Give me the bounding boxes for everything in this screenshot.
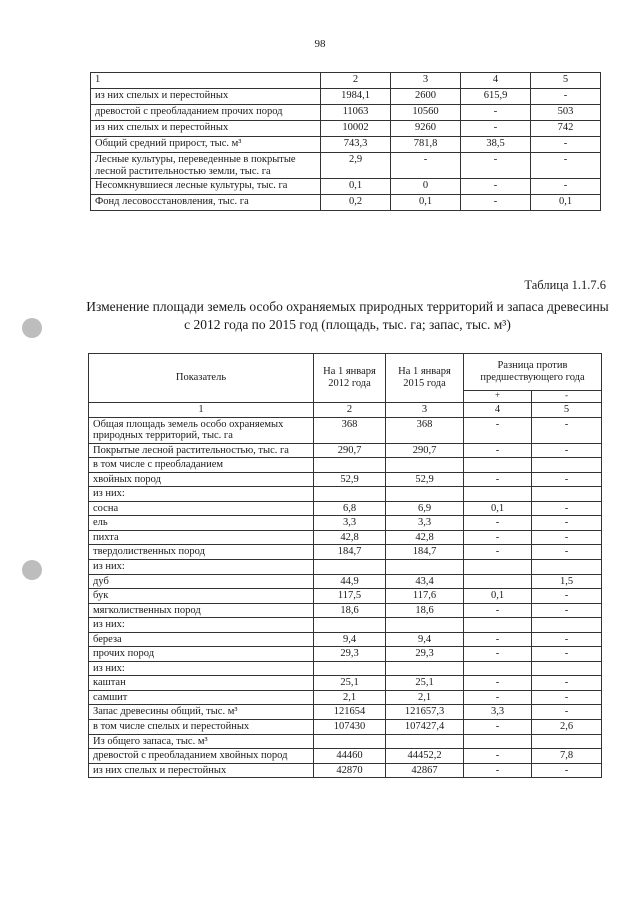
cell-value: - <box>461 195 531 211</box>
table-row <box>89 661 602 676</box>
cell-value: 2600 <box>391 89 461 105</box>
cell-value: 117,5 <box>314 589 386 604</box>
table-row <box>89 516 602 531</box>
row-label: Из общего запаса, тыс. м³ <box>89 734 314 749</box>
row-label: Фонд лесовосстановления, тыс. га <box>91 195 321 211</box>
cell-value <box>314 618 386 633</box>
cell-value: 615,9 <box>461 89 531 105</box>
cell-value: 9,4 <box>386 632 464 647</box>
row-label: самшит <box>89 690 314 705</box>
table-row <box>89 603 602 618</box>
table-row <box>89 458 602 473</box>
cell-value: 742 <box>531 121 601 137</box>
column-number: 5 <box>532 403 602 418</box>
cell-value <box>464 458 532 473</box>
cell-value: 2 <box>321 73 391 89</box>
cell-value: - <box>532 763 602 778</box>
table-row <box>89 647 602 662</box>
cell-value: - <box>464 720 532 735</box>
column-number: 1 <box>89 403 314 418</box>
cell-value <box>532 661 602 676</box>
cell-value <box>532 734 602 749</box>
cell-value: - <box>464 516 532 531</box>
cell-value: 1,5 <box>532 574 602 589</box>
cell-value: - <box>464 749 532 764</box>
cell-value: 3 <box>391 73 461 89</box>
cell-value <box>314 734 386 749</box>
cell-value: 2,6 <box>532 720 602 735</box>
cell-value: 11063 <box>321 105 391 121</box>
cell-value: - <box>531 179 601 195</box>
cell-value: - <box>391 153 461 179</box>
cell-value: - <box>464 603 532 618</box>
row-label: мягколиственных пород <box>89 603 314 618</box>
cell-value: 9260 <box>391 121 461 137</box>
cell-value: 2,1 <box>314 690 386 705</box>
cell-value <box>532 560 602 575</box>
cell-value <box>314 487 386 502</box>
cell-value: - <box>461 121 531 137</box>
header-indicator: Показатель <box>89 354 314 403</box>
cell-value: - <box>464 763 532 778</box>
table-row <box>91 73 601 89</box>
cell-value <box>464 574 532 589</box>
cell-value: - <box>464 632 532 647</box>
cell-value: - <box>532 632 602 647</box>
row-label: из них спелых и перестойных <box>91 121 321 137</box>
header-jan-2012: На 1 января 2012 года <box>314 354 386 403</box>
cell-value: 0,1 <box>464 589 532 604</box>
cell-value: 368 <box>314 417 386 443</box>
cell-value: 184,7 <box>314 545 386 560</box>
table-row <box>89 560 602 575</box>
cell-value: 503 <box>531 105 601 121</box>
cell-value: 18,6 <box>386 603 464 618</box>
cell-value: - <box>464 690 532 705</box>
cell-value: 0,1 <box>464 501 532 516</box>
table-row <box>91 89 601 105</box>
cell-value: 42867 <box>386 763 464 778</box>
table-row <box>89 574 602 589</box>
cell-value: 7,8 <box>532 749 602 764</box>
cell-value <box>464 661 532 676</box>
binder-hole-top <box>22 318 42 338</box>
cell-value: 1984,1 <box>321 89 391 105</box>
cell-value: 5 <box>531 73 601 89</box>
cell-value: 44,9 <box>314 574 386 589</box>
cell-value: 2,1 <box>386 690 464 705</box>
table-row <box>89 472 602 487</box>
table-row <box>89 443 602 458</box>
cell-value: 781,8 <box>391 137 461 153</box>
cell-value: - <box>532 676 602 691</box>
row-label: твердолиственных пород <box>89 545 314 560</box>
cell-value: 3,3 <box>314 516 386 531</box>
table-row <box>91 105 601 121</box>
cell-value: - <box>532 417 602 443</box>
cell-value <box>532 487 602 502</box>
cell-value: - <box>464 472 532 487</box>
cell-value: 18,6 <box>314 603 386 618</box>
header-minus: - <box>532 391 602 403</box>
cell-value: - <box>532 603 602 618</box>
table-row <box>89 632 602 647</box>
cell-value: - <box>464 443 532 458</box>
cell-value: - <box>532 501 602 516</box>
table-row <box>89 690 602 705</box>
cell-value: 10002 <box>321 121 391 137</box>
cell-value: 107427,4 <box>386 720 464 735</box>
row-label: береза <box>89 632 314 647</box>
column-number: 2 <box>314 403 386 418</box>
cell-value: 29,3 <box>314 647 386 662</box>
row-label: Несомкнувшиеся лесные культуры, тыс. га <box>91 179 321 195</box>
cell-value: 52,9 <box>386 472 464 487</box>
table-row <box>89 589 602 604</box>
cell-value: 52,9 <box>314 472 386 487</box>
cell-value: - <box>532 530 602 545</box>
cell-value: 43,4 <box>386 574 464 589</box>
cell-value <box>386 458 464 473</box>
row-label: из них спелых и перестойных <box>89 763 314 778</box>
cell-value <box>386 560 464 575</box>
table-row <box>89 530 602 545</box>
cell-value <box>386 661 464 676</box>
cell-value <box>464 560 532 575</box>
cell-value: 44460 <box>314 749 386 764</box>
cell-value: - <box>532 545 602 560</box>
cell-value: 743,3 <box>321 137 391 153</box>
row-label: бук <box>89 589 314 604</box>
binder-hole-bottom <box>22 560 42 580</box>
row-label: дуб <box>89 574 314 589</box>
cell-value: 6,9 <box>386 501 464 516</box>
cell-value: 2,9 <box>321 153 391 179</box>
row-label: ель <box>89 516 314 531</box>
row-label: прочих пород <box>89 647 314 662</box>
row-label: из них: <box>89 618 314 633</box>
cell-value <box>314 458 386 473</box>
cell-value: 121654 <box>314 705 386 720</box>
cell-value: 25,1 <box>386 676 464 691</box>
column-number: 3 <box>386 403 464 418</box>
cell-value: - <box>531 89 601 105</box>
cell-value: 184,7 <box>386 545 464 560</box>
cell-value: - <box>532 516 602 531</box>
cell-value: 3,3 <box>464 705 532 720</box>
cell-value: 3,3 <box>386 516 464 531</box>
cell-value: - <box>461 179 531 195</box>
cell-value: 25,1 <box>314 676 386 691</box>
table-row <box>89 763 602 778</box>
cell-value <box>314 661 386 676</box>
cell-value: 42,8 <box>386 530 464 545</box>
cell-value <box>386 618 464 633</box>
cell-value: 0,1 <box>391 195 461 211</box>
header-plus: + <box>464 391 532 403</box>
cell-value: - <box>464 676 532 691</box>
row-label: из них: <box>89 487 314 502</box>
cell-value: 107430 <box>314 720 386 735</box>
table-row <box>91 179 601 195</box>
cell-value: - <box>464 530 532 545</box>
protected-areas-table <box>88 353 602 778</box>
row-label: каштан <box>89 676 314 691</box>
cell-value: - <box>464 647 532 662</box>
cell-value <box>464 618 532 633</box>
row-label: Запас древесины общий, тыс. м³ <box>89 705 314 720</box>
cell-value: - <box>532 589 602 604</box>
row-label: из них: <box>89 661 314 676</box>
cell-value: - <box>532 443 602 458</box>
row-label: пихта <box>89 530 314 545</box>
cell-value <box>314 560 386 575</box>
row-label: хвойных пород <box>89 472 314 487</box>
table-row <box>89 501 602 516</box>
table-title: Изменение площади земель особо охраняемых природных территорий и запаса древесины с 2012 года по 2015 год (площадь, тыс. га; запас, тыс. м³) <box>86 299 609 333</box>
cell-value: 6,8 <box>314 501 386 516</box>
row-label: из них: <box>89 560 314 575</box>
cell-value <box>532 618 602 633</box>
cell-value: 0 <box>391 179 461 195</box>
cell-value: 121657,3 <box>386 705 464 720</box>
cell-value: - <box>532 647 602 662</box>
cell-value: - <box>531 153 601 179</box>
column-number: 4 <box>464 403 532 418</box>
row-label: в том числе с преобладанием <box>89 458 314 473</box>
table-row <box>91 137 601 153</box>
cell-value: 10560 <box>391 105 461 121</box>
cell-value: 42,8 <box>314 530 386 545</box>
cell-value <box>464 487 532 502</box>
cell-value: - <box>531 137 601 153</box>
row-label: в том числе спелых и перестойных <box>89 720 314 735</box>
page-number: 98 <box>314 38 326 50</box>
cell-value: - <box>461 153 531 179</box>
row-label: 1 <box>91 73 321 89</box>
table-row <box>91 153 601 179</box>
cell-value: 0,2 <box>321 195 391 211</box>
cell-value: 38,5 <box>461 137 531 153</box>
row-label: Общий средний прирост, тыс. м³ <box>91 137 321 153</box>
cell-value: - <box>461 105 531 121</box>
cell-value: 42870 <box>314 763 386 778</box>
cell-value: - <box>464 545 532 560</box>
table-row <box>89 676 602 691</box>
cell-value: 0,1 <box>531 195 601 211</box>
cell-value <box>532 458 602 473</box>
cell-value <box>464 734 532 749</box>
header-difference: Разница против предшествующего года <box>464 354 602 391</box>
cell-value: 368 <box>386 417 464 443</box>
row-label: из них спелых и перестойных <box>91 89 321 105</box>
cell-value: 290,7 <box>314 443 386 458</box>
row-label: древостой с преобладанием прочих пород <box>91 105 321 121</box>
cell-value <box>386 734 464 749</box>
row-label: древостой с преобладанием хвойных пород <box>89 749 314 764</box>
table-row <box>91 195 601 211</box>
table-row <box>89 417 602 443</box>
table-row <box>91 121 601 137</box>
column-number-row <box>89 403 602 418</box>
forest-stock-table-continued <box>90 72 601 211</box>
cell-value: - <box>532 690 602 705</box>
cell-value: 4 <box>461 73 531 89</box>
table-row <box>89 749 602 764</box>
table-row <box>89 720 602 735</box>
table-row <box>89 618 602 633</box>
row-label: сосна <box>89 501 314 516</box>
header-jan-2015: На 1 января 2015 года <box>386 354 464 403</box>
cell-value: 44452,2 <box>386 749 464 764</box>
table-row <box>89 705 602 720</box>
cell-value: - <box>532 472 602 487</box>
cell-value: 29,3 <box>386 647 464 662</box>
cell-value: - <box>532 705 602 720</box>
row-label: Лесные культуры, переведенные в покрытые лесной растительностью земли, тыс. га <box>91 153 321 179</box>
table-row <box>89 545 602 560</box>
table-label: Таблица 1.1.7.6 <box>524 278 606 292</box>
cell-value: 9,4 <box>314 632 386 647</box>
cell-value <box>386 487 464 502</box>
cell-value: - <box>464 417 532 443</box>
cell-value: 0,1 <box>321 179 391 195</box>
row-label: Покрытые лесной растительностью, тыс. га <box>89 443 314 458</box>
row-label: Общая площадь земель особо охраняемых природных территорий, тыс. га <box>89 417 314 443</box>
table-row <box>89 487 602 502</box>
cell-value: 290,7 <box>386 443 464 458</box>
table-row <box>89 734 602 749</box>
cell-value: 117,6 <box>386 589 464 604</box>
